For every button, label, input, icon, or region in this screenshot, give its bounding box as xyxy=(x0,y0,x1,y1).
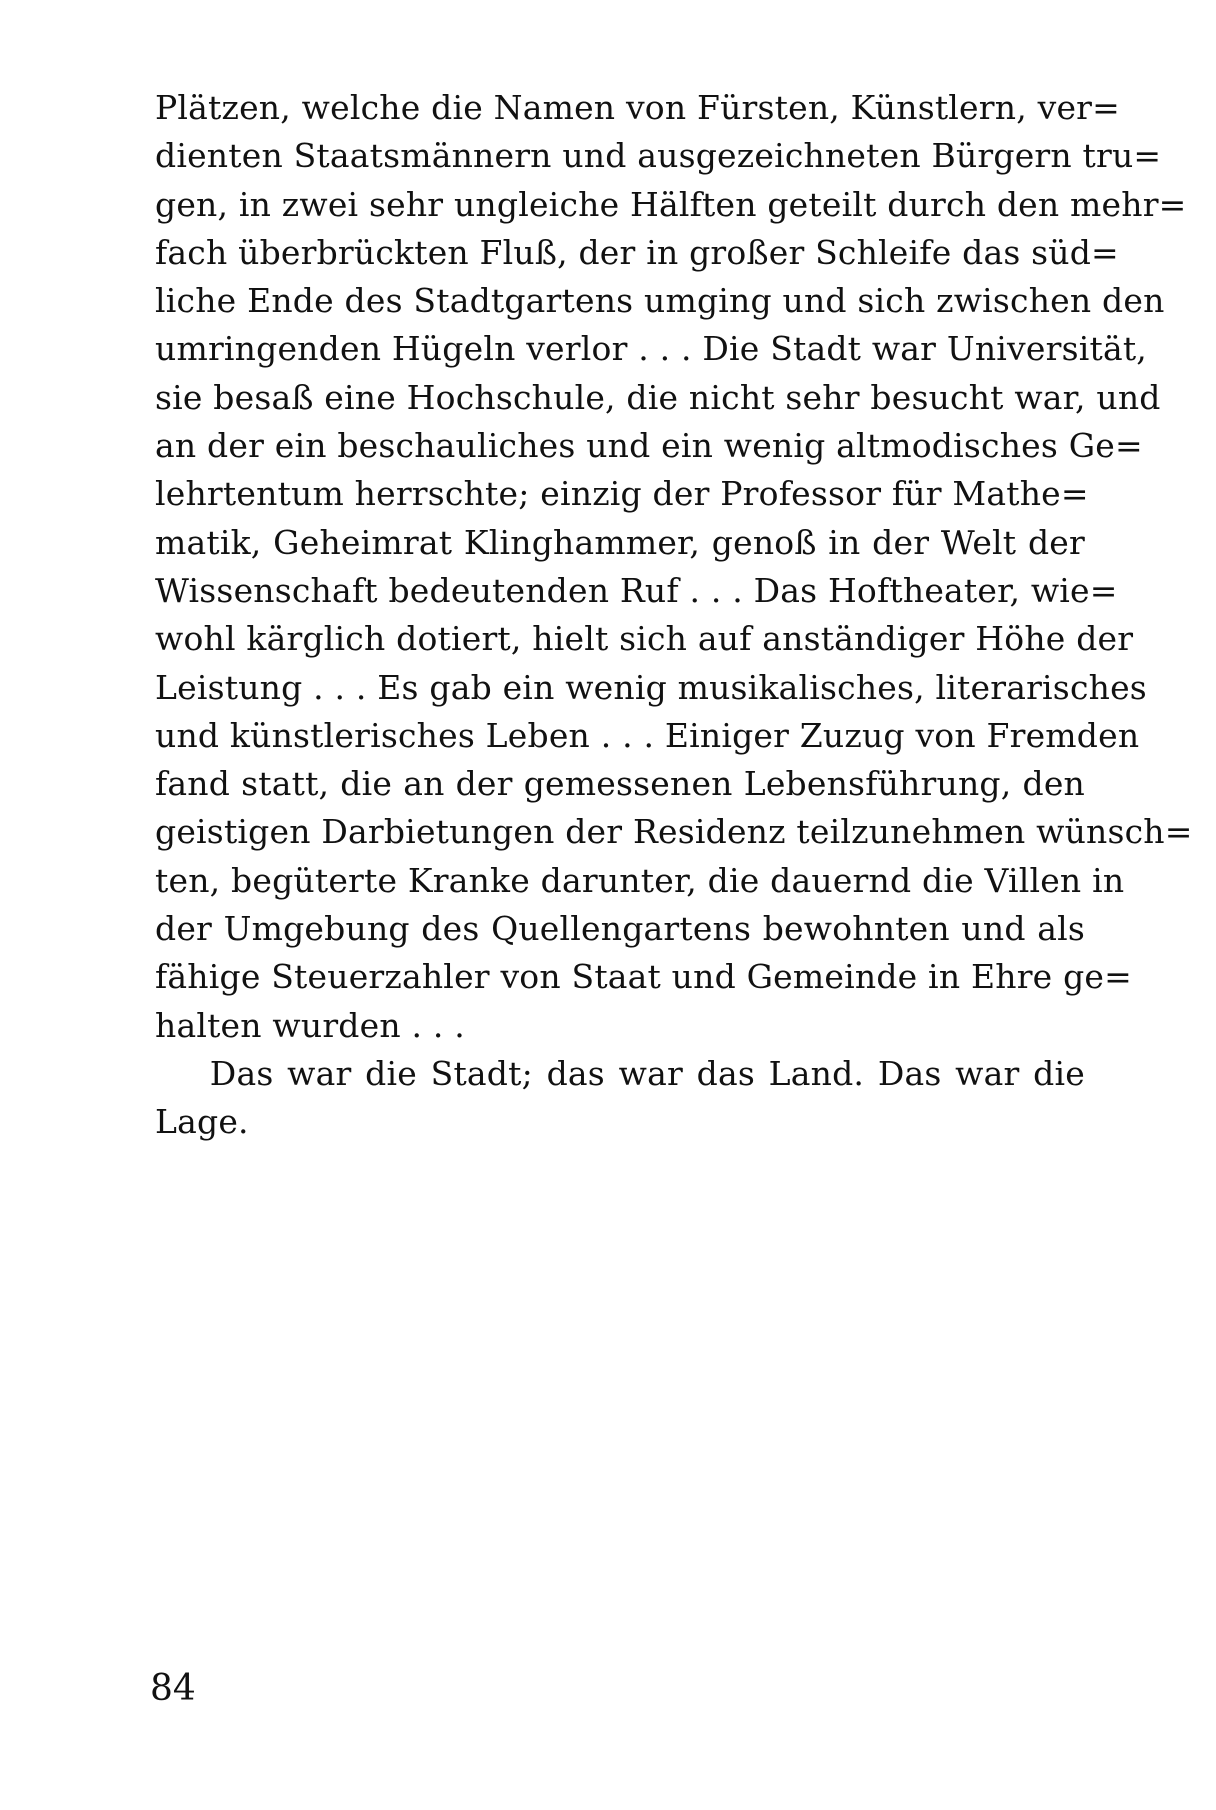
body-text xyxy=(155,84,1193,1147)
text-line: lehrtentum herrschte; einzig der Professor für Mathe= xyxy=(155,474,1089,514)
paragraph-2 xyxy=(155,1050,1085,1147)
text-line: halten wurden . . . xyxy=(155,1005,465,1045)
text-line: ten, begüterte Kranke darunter, die dauernd die Villen in xyxy=(155,860,1125,900)
text-line: Leistung . . . Es gab ein wenig musikalisches, literarisches xyxy=(155,667,1147,707)
text-line: und künstlerisches Leben . . . Einiger Zuzug von Fremden xyxy=(155,715,1140,755)
text-line: Plätzen, welche die Namen von Fürsten, Künstlern, ver= xyxy=(155,88,1120,127)
text-line: geistigen Darbietungen der Residenz teilzunehmen wünsch= xyxy=(155,812,1193,852)
page-number: 84 xyxy=(150,1668,196,1709)
text-line: Wissenschaft bedeutenden Ruf . . . Das Hoftheater, wie= xyxy=(155,570,1118,610)
text-line: der Umgebung des Quellengartens bewohnten und als xyxy=(155,909,1085,949)
text-line: Das war die Stadt; das war das Land. Das war die xyxy=(155,1053,1085,1093)
text-line: wohl kärglich dotiert, hielt sich auf anständiger Höhe der xyxy=(155,619,1134,659)
text-line: dienten Staatsmännern und ausgezeichneten Bürgern tru= xyxy=(155,136,1162,176)
text-line: an der ein beschauliches und ein wenig altmodisches Ge= xyxy=(155,426,1143,466)
text-line: matik, Geheimrat Klinghammer, genoß in der Welt der xyxy=(155,522,1085,562)
text-line: umringenden Hügeln verlor . . . Die Stadt war Universität, xyxy=(155,329,1147,369)
text-line: fähige Steuerzahler von Staat und Gemeinde in Ehre ge= xyxy=(155,957,1133,997)
text-line: fach überbrückten Fluß, der in großer Schleife das süd= xyxy=(155,232,1119,272)
text-line: gen, in zwei sehr ungleiche Hälften geteilt durch den mehr= xyxy=(155,184,1187,224)
text-line: liche Ende des Stadtgartens umging und sich zwischen den xyxy=(155,281,1165,321)
text-line: fand statt, die an der gemessenen Lebensführung, den xyxy=(155,764,1085,804)
paragraph-1 xyxy=(155,84,1193,1050)
text-line: sie besaß eine Hochschule, die nicht sehr besucht war, und xyxy=(155,377,1161,417)
text-line: Lage. xyxy=(155,1102,249,1142)
